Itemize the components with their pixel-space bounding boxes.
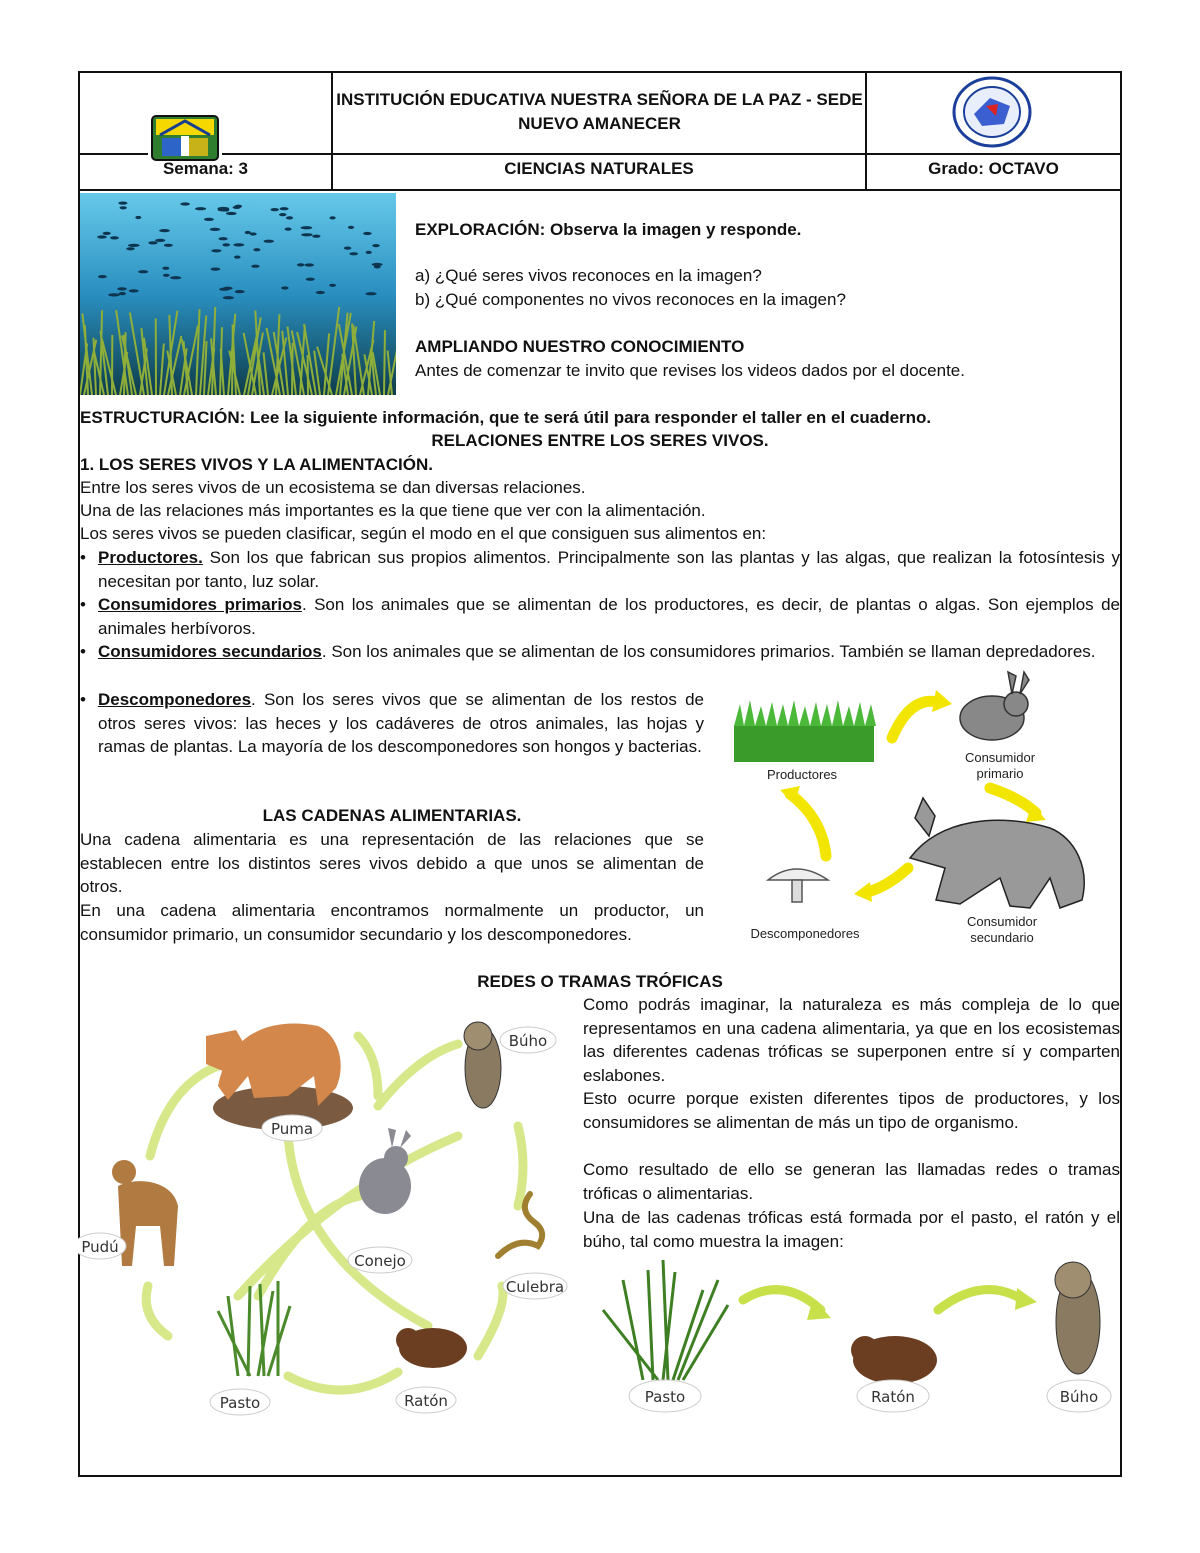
arrow-conejo-to-buho <box>378 1044 458 1106</box>
label-puma <box>262 1115 322 1141</box>
fish-icon <box>195 207 206 210</box>
fish-icon <box>233 206 241 209</box>
cadenas-paragraph-2: En una cadena alimentaria encontramos normalmente un productor, un consumidor primario, un consumidor secundario y los descomponedores. <box>80 901 704 944</box>
fish-icon <box>211 249 221 252</box>
redes-paragraph-2: Esto ocurre porque existen diferentes tipos de productores, y los consumidores se alimentan de más un tipo de organismo. <box>583 1089 1120 1132</box>
ampliando-title: AMPLIANDO NUESTRO CONOCIMIENTO <box>415 337 745 356</box>
svg-text:Pudú: Pudú <box>81 1238 119 1256</box>
svg-text:Búho: Búho <box>1059 1388 1099 1406</box>
estructuracion-label: ESTRUCTURACIÓN <box>80 408 240 427</box>
label-pasto <box>629 1380 701 1412</box>
fish-icon <box>117 287 127 290</box>
arrow-pasto-to-raton <box>288 1372 398 1390</box>
fish-icon <box>138 270 148 273</box>
header-divider-2 <box>78 189 1122 191</box>
fish-icon <box>316 291 325 294</box>
paragraph-1: Entre los seres vivos de un ecosistema se dan diversas relaciones. <box>80 478 586 497</box>
bullet-dot: • <box>80 642 86 661</box>
grade-label: Grado: OCTAVO <box>928 159 1059 178</box>
fish-icon <box>348 226 354 229</box>
fish-icon <box>97 235 107 238</box>
fish-icon <box>297 263 305 266</box>
fish-icon <box>372 244 379 247</box>
fish-icon <box>281 286 288 289</box>
fish-icon <box>155 239 165 242</box>
fish-icon <box>211 268 221 271</box>
arrow-raton-to-buho <box>938 1290 1023 1310</box>
redes-title: REDES O TRAMAS TRÓFICAS <box>477 972 723 991</box>
label-pudu <box>78 1233 126 1259</box>
fish-icon <box>349 252 358 255</box>
fish-icon <box>120 206 127 209</box>
estructuracion-text: : Lee la siguiente información, que te será útil para responder el taller en el cuaderno. <box>239 408 932 427</box>
fish-icon <box>148 241 157 244</box>
arrow-raton-to-culebra <box>478 1286 503 1356</box>
fish-icon <box>330 216 336 219</box>
fish-icon <box>128 244 140 247</box>
fish-icon <box>280 207 289 210</box>
fish-icon <box>374 265 381 268</box>
fish-icon <box>119 292 126 295</box>
rabbit-icon <box>359 1128 411 1214</box>
fish-icon <box>286 216 293 219</box>
food-cycle-diagram <box>730 668 1120 950</box>
food-web-diagram <box>78 996 578 1426</box>
fish-icon <box>163 274 170 277</box>
fish-icon <box>204 218 214 221</box>
bullet-productores <box>80 546 1120 593</box>
fish-icon <box>217 207 229 210</box>
cadenas-paragraph-1: Una cadena alimentaria es una representación de las relaciones que se establecen entre los distintos seres vivos debido a que unos se alimentan de otros. <box>80 830 704 896</box>
svg-text:Búho: Búho <box>508 1032 548 1050</box>
svg-text:Pasto: Pasto <box>219 1394 261 1412</box>
redes-paragraph-1: Como podrás imaginar, la naturaleza es más compleja de lo que representamos en una cadena alimentaria, ya que en los ecosistemas las diferentes cadenas tróficas se superponen entre sí y comparten eslabones. <box>583 995 1120 1085</box>
question-b: b) ¿Qué componentes no vivos reconoces en la imagen? <box>415 290 846 309</box>
institution-title: INSTITUCIÓN EDUCATIVA NUESTRA SEÑORA DE LA PAZ - SEDE NUEVO AMANECER <box>336 90 863 133</box>
bullet-text: Son los que fabrican sus propios alimentos. Principalmente son las plantas y las algas, que realizan la fotosíntesis y necesitan por tanto, luz solar. <box>98 548 1120 591</box>
mouse-icon <box>851 1336 937 1384</box>
ampliando-text: Antes de comenzar te invito que revises los videos dados por el docente. <box>415 361 965 380</box>
header-divider-1 <box>78 153 1122 155</box>
svg-text:Pasto: Pasto <box>644 1388 686 1406</box>
redes-paragraph-3: Como resultado de ello se generan las llamadas redes o tramas tróficas o alimentarias. <box>583 1160 1120 1203</box>
section-title: RELACIONES ENTRE LOS SERES VIVOS. <box>431 431 769 450</box>
bullet-term: Productores. <box>98 548 203 567</box>
bullet-term: Consumidores primarios <box>98 595 302 614</box>
fish-icon <box>98 275 107 278</box>
fish-icon <box>285 228 292 231</box>
redes-paragraph-4: Una de las cadenas tróficas está formada por el pasto, el ratón y el búho, tal como muestra la imagen: <box>583 1208 1120 1251</box>
fish-icon <box>135 216 141 219</box>
mushroom-icon <box>768 869 828 902</box>
fish-icon <box>223 296 234 299</box>
fish-icon <box>108 293 120 296</box>
fish-icon <box>245 231 251 234</box>
fish-icon <box>253 248 260 251</box>
label-conejo <box>348 1247 412 1273</box>
rabbit-icon <box>960 672 1029 740</box>
bullet-consumidores-secundarios <box>80 640 1120 664</box>
fish-icon <box>271 208 279 211</box>
svg-text:Conejo: Conejo <box>354 1252 406 1270</box>
label-buho <box>1047 1380 1111 1412</box>
svg-text:Puma: Puma <box>270 1120 314 1138</box>
fish-icon <box>301 226 313 229</box>
fish-icon <box>110 236 119 239</box>
fish-icon <box>170 276 181 279</box>
week-label: Semana: 3 <box>162 159 249 178</box>
fish-icon <box>219 288 229 291</box>
caption-consumidor-secundario-line2: secundario <box>970 930 1034 945</box>
fish-icon <box>301 233 313 236</box>
label-culebra <box>503 1273 567 1299</box>
fish-icon <box>264 240 275 243</box>
bullet-dot: • <box>80 595 86 614</box>
fish-icon <box>279 213 286 216</box>
fish-icon <box>344 247 351 250</box>
grass-productores-icon <box>734 700 876 762</box>
fish-icon <box>103 232 111 235</box>
fish-icon <box>234 256 241 259</box>
institution-seal-logo <box>952 76 1032 148</box>
fish-icon <box>329 284 336 287</box>
seagrass-blade <box>384 330 385 395</box>
fish-icon <box>118 202 127 205</box>
svg-text:Culebra: Culebra <box>505 1278 565 1296</box>
grass-icon <box>603 1260 728 1380</box>
fish-icon <box>210 228 221 231</box>
mouse-icon <box>396 1328 467 1368</box>
bullet-dot: • <box>80 548 86 567</box>
bullet-descomponedores <box>80 688 704 759</box>
fish-icon <box>126 247 134 250</box>
school-shield-logo <box>148 112 222 164</box>
label-raton <box>396 1387 456 1413</box>
bullet-term: Consumidores secundarios <box>98 642 322 661</box>
puma-icon <box>206 1024 353 1131</box>
arrow-pasto-to-raton <box>743 1290 821 1310</box>
arrow-productores-to-consumidor <box>892 701 938 738</box>
caption-consumidor-primario-line1: Consumidor <box>964 750 1036 765</box>
arrow-pudu-to-puma <box>150 1066 218 1156</box>
fish-icon <box>180 202 190 205</box>
fish-icon <box>233 243 244 246</box>
arrow-conejo-to-puma <box>358 1036 378 1096</box>
paragraph-3: Los seres vivos se pueden clasificar, según el modo en el que consiguen sus alimentos en: <box>80 524 767 543</box>
fish-icon <box>305 263 314 266</box>
arrow-culebra-to-buho <box>518 1126 523 1206</box>
fish-icon <box>222 243 230 246</box>
fish-icon <box>306 278 315 281</box>
cadenas-title: LAS CADENAS ALIMENTARIAS. <box>262 806 522 825</box>
arrow-descomponedores-to-productores <box>790 794 826 856</box>
fish-icon <box>129 289 139 292</box>
fish-icon <box>363 232 372 235</box>
svg-text:Ratón: Ratón <box>871 1388 915 1406</box>
fish-icon <box>235 290 245 293</box>
fish-icon <box>219 237 228 240</box>
subtitle-alimentacion: 1. LOS SERES VIVOS Y LA ALIMENTACIÓN. <box>80 455 433 474</box>
fish-icon <box>312 235 320 238</box>
bullet-dot: • <box>80 690 86 709</box>
bullet-text: . Son los animales que se alimentan de los productores, es decir, de plantas o algas. Son ejemplos de animales herbívoros. <box>98 595 1120 638</box>
arrow-consumidor-to-secundario <box>990 788 1036 813</box>
fish-icon <box>251 265 259 268</box>
owl-icon <box>1055 1262 1100 1374</box>
question-a: a) ¿Qué seres vivos reconoces en la imagen? <box>415 266 762 285</box>
fox-consumidor-secundario-icon <box>910 798 1084 908</box>
arrow-secundario-to-descomponedores <box>868 868 908 892</box>
label-buho <box>500 1027 556 1053</box>
estructuracion-line <box>80 406 1120 430</box>
svg-text:Ratón: Ratón <box>404 1392 448 1410</box>
fish-icon <box>164 244 173 247</box>
caption-consumidor-primario-line2: primario <box>976 766 1024 781</box>
fish-icon <box>159 229 170 232</box>
caption-consumidor-secundario-line1: Consumidor <box>966 914 1038 929</box>
caption-descomponedores: Descomponedores <box>750 926 860 941</box>
owl-icon <box>464 1022 501 1108</box>
fish-icon <box>162 267 169 270</box>
food-chain-diagram <box>583 1250 1120 1426</box>
bullet-consumidores-primarios <box>80 593 1120 640</box>
arrow-pasto-to-pudu <box>146 1286 168 1336</box>
label-pasto <box>210 1389 270 1415</box>
subject-label: CIENCIAS NATURALES <box>504 159 694 178</box>
underwater-fish-photo <box>80 193 396 395</box>
label-raton <box>857 1380 929 1412</box>
exploration-title: EXPLORACIÓN: Observa la imagen y responde. <box>415 220 802 239</box>
fish-icon <box>366 292 377 295</box>
caption-productores: Productores <box>766 767 838 782</box>
bullet-term: Descomponedores <box>98 690 252 709</box>
fish-icon <box>366 251 372 254</box>
bullet-text: . Son los animales que se alimentan de los consumidores primarios. También se llaman depredadores. <box>321 642 1096 661</box>
bullet-text: . Son los seres vivos que se alimentan de los restos de otros seres vivos: las heces y los cadáveres de otros animales, las hojas y ramas de plantas. La mayoría de los descomponedores son hongos y bacterias. <box>98 690 704 756</box>
paragraph-2: Una de las relaciones más importantes es la que tiene que ver con la alimentación. <box>80 501 706 520</box>
fish-icon <box>226 212 237 215</box>
